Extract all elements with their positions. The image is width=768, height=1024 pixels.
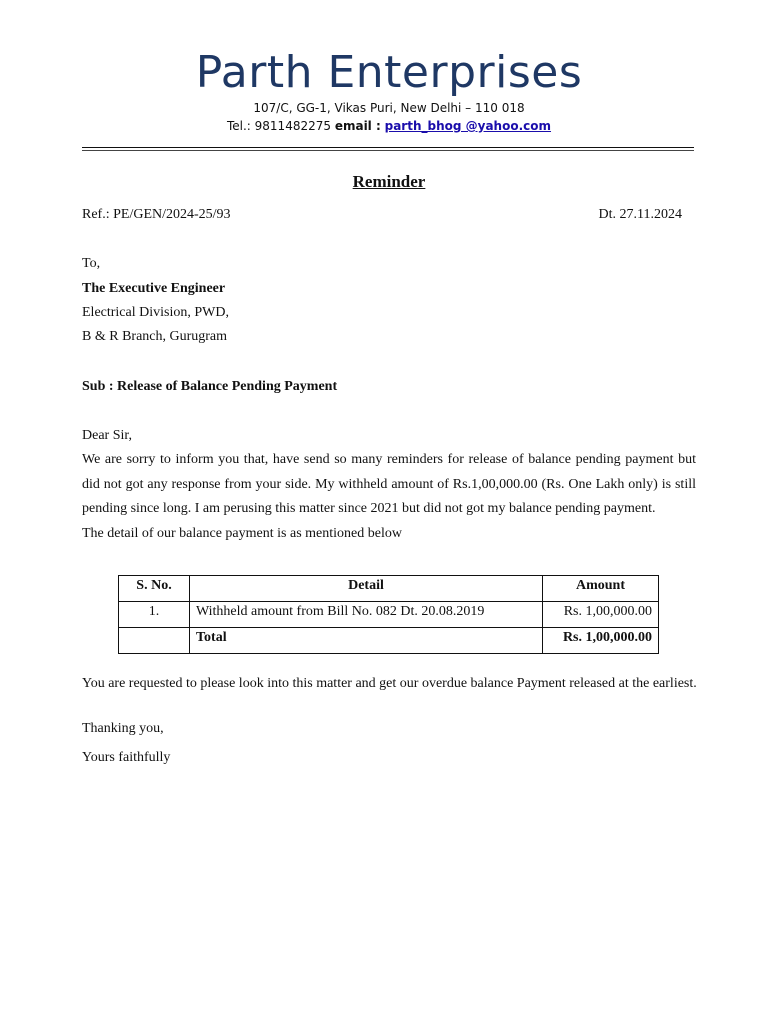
company-name: Parth Enterprises: [195, 47, 583, 98]
cell-total-label: Total: [190, 628, 543, 654]
header-divider: [82, 147, 694, 148]
cell-amount: Rs. 1,00,000.00: [543, 602, 659, 628]
greeting: Dear Sir,: [82, 428, 132, 443]
telephone: Tel.: 9811482275: [226, 119, 331, 133]
closing-request: You are requested to please look into this matter and get our overdue balance Payment released at the earliest.: [82, 676, 697, 691]
letter-date: Dt. 27.11.2024: [598, 207, 682, 222]
recipient-to: To,: [82, 256, 101, 271]
column-header-sno: S. No.: [119, 576, 190, 602]
cell-empty: [119, 628, 190, 654]
column-header-amount: Amount: [543, 576, 659, 602]
table-total-row: [119, 628, 659, 654]
recipient-line-2: B & R Branch, Gurugram: [82, 329, 228, 344]
detail-intro: The detail of our balance payment is as mentioned below: [82, 526, 402, 541]
body-paragraph: We are sorry to inform you that, have send so many reminders for release of balance pending payment but did not got any response from your side. My withheld amount of Rs.1,00,000.00 (Rs. One Lakh only) is still pending since long. I am perusing this matter since 2021 but did not got my balance pending payment.: [82, 452, 696, 516]
recipient-line-1: Electrical Division, PWD,: [82, 305, 229, 320]
payment-detail-table: [118, 575, 659, 654]
table-row: [119, 602, 659, 628]
email-label: email :: [334, 119, 381, 133]
document-heading: Reminder: [352, 172, 426, 191]
company-contact: [0, 119, 768, 133]
header-divider-thin: [82, 150, 694, 151]
reference-number: Ref.: PE/GEN/2024-25/93: [82, 207, 231, 222]
email-link[interactable]: parth_bhog @yahoo.com: [384, 119, 552, 133]
column-header-detail: Detail: [190, 576, 543, 602]
signoff-line: Yours faithfully: [82, 750, 171, 765]
table-header-row: [119, 576, 659, 602]
subject-line: Sub : Release of Balance Pending Payment: [82, 379, 338, 394]
cell-detail: Withheld amount from Bill No. 082 Dt. 20.08.2019: [190, 602, 543, 628]
company-address: 107/C, GG-1, Vikas Puri, New Delhi – 110 018: [253, 101, 525, 115]
thanks-line: Thanking you,: [82, 721, 164, 736]
cell-total-amount: Rs. 1,00,000.00: [543, 628, 659, 654]
recipient-name: The Executive Engineer: [82, 281, 226, 296]
cell-sno: 1.: [119, 602, 190, 628]
